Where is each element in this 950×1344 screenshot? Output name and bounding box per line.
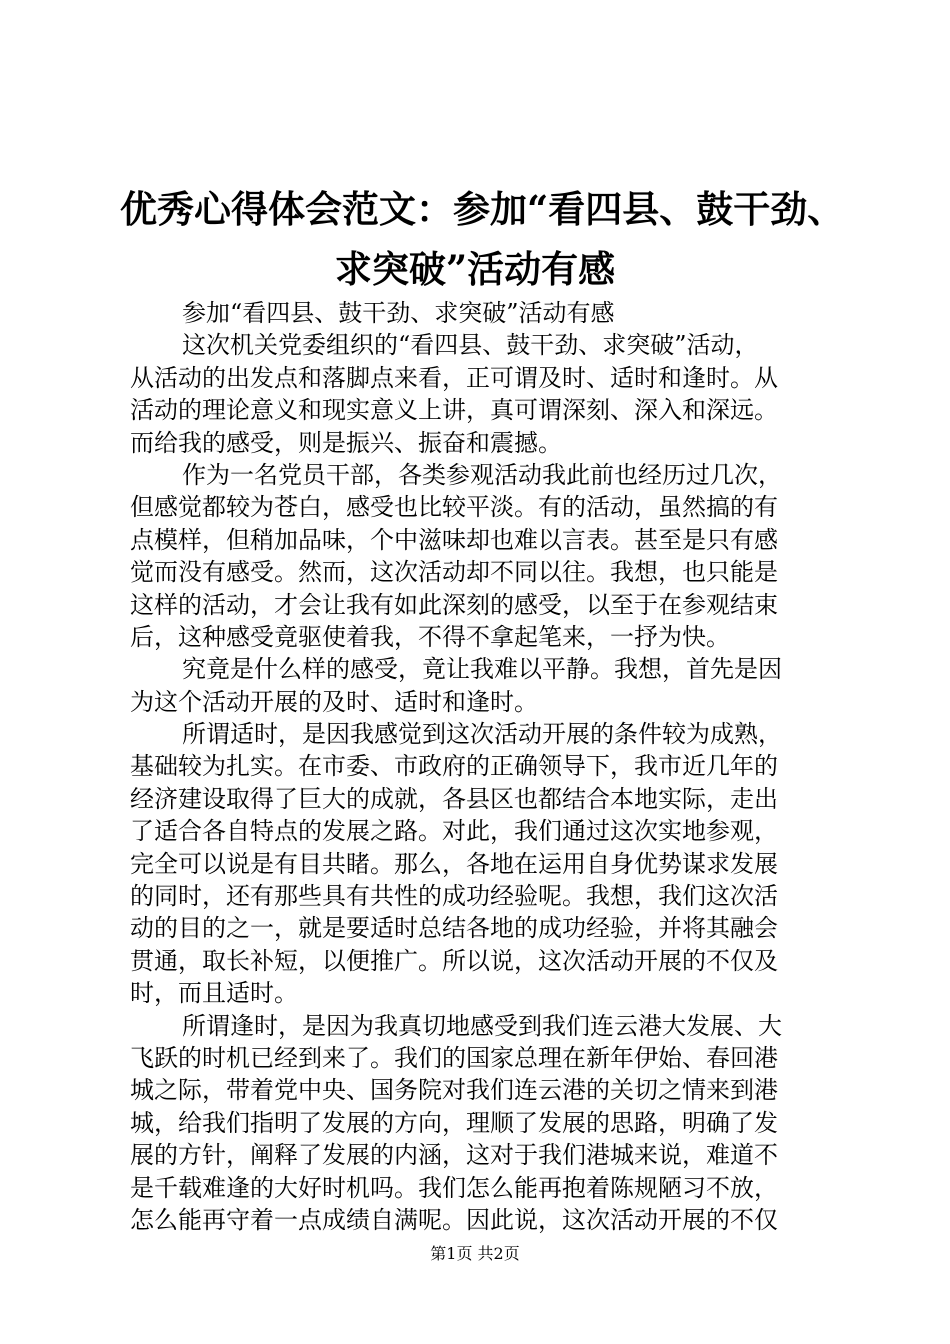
- body-line: 究竟是什么样的感受，竟让我难以平静。我想，首先是因: [182, 655, 782, 684]
- body-line: 参加“看四县、鼓干劲、求突破”活动有感: [182, 299, 615, 327]
- body-line: 动的目的之一，就是要适时总结各地的成功经验，并将其融会: [130, 914, 778, 943]
- body-line: 活动的理论意义和现实意义上讲，真可谓深刻、深入和深远。: [130, 396, 778, 425]
- body-line: 觉而没有感受。然而，这次活动却不同以往。我想，也只能是: [130, 558, 778, 587]
- document-title-line-1: 优秀心得体会范文：参加“看四县、鼓干劲、: [120, 187, 845, 231]
- body-line: 的同时，还有那些具有共性的成功经验呢。我想，我们这次活: [130, 882, 778, 911]
- body-line: 飞跃的时机已经到来了。我们的国家总理在新年伊始、春回港: [130, 1043, 778, 1072]
- body-line: 是千载难逢的大好时机吗。我们怎么能再抱着陈规陋习不放，: [130, 1173, 778, 1202]
- body-line: 所谓适时，是因我感觉到这次活动开展的条件较为成熟，: [182, 720, 782, 749]
- body-line: 了适合各自特点的发展之路。对此，我们通过这次实地参观，: [130, 817, 778, 846]
- body-line: 时，而且适时。: [130, 979, 298, 1008]
- body-line: 这次机关党委组织的“看四县、鼓干劲、求突破”活动，: [182, 331, 759, 360]
- body-line: 而给我的感受，则是振兴、振奋和震撼。: [130, 428, 562, 457]
- body-line: 点模样，但稍加品味，个中滋味却也难以言表。甚至是只有感: [130, 525, 778, 554]
- body-line: 完全可以说是有目共睹。那么，各地在运用自身优势谋求发展: [130, 849, 778, 878]
- body-line: 作为一名党员干部，各类参观活动我此前也经历过几次，: [182, 460, 782, 489]
- body-line: 基础较为扎实。在市委、市政府的正确领导下，我市近几年的: [130, 752, 778, 781]
- body-line: 经济建设取得了巨大的成就，各县区也都结合本地实际，走出: [130, 784, 778, 813]
- document-body: [130, 297, 830, 1236]
- body-line: 为这个活动开展的及时、适时和逢时。: [130, 687, 538, 716]
- body-line: 贯通，取长补短，以便推广。所以说，这次活动开展的不仅及: [130, 946, 778, 975]
- body-line: 怎么能再守着一点成绩自满呢。因此说，这次活动开展的不仅: [130, 1205, 778, 1234]
- body-line: 从活动的出发点和落脚点来看，正可谓及时、适时和逢时。从: [130, 363, 778, 392]
- body-line: 但感觉都较为苍白，感受也比较平淡。有的活动，虽然搞的有: [130, 493, 778, 522]
- document-title-line-2: 求突破”活动有感: [334, 247, 616, 291]
- body-line: 城之际，带着党中央、国务院对我们连云港的关切之情来到港: [130, 1076, 778, 1105]
- body-line: 展的方针，阐释了发展的内涵，这对于我们港城来说，难道不: [130, 1141, 778, 1170]
- body-line: 这样的活动，才会让我有如此深刻的感受，以至于在参观结束: [130, 590, 778, 619]
- body-line: 城，给我们指明了发展的方向，理顺了发展的思路，明确了发: [130, 1108, 778, 1137]
- body-line: 后，这种感受竟驱使着我，不得不拿起笔来，一抒为快。: [130, 622, 730, 651]
- body-line: 所谓逢时，是因为我真切地感受到我们连云港大发展、大: [182, 1011, 782, 1040]
- page-number-footer: 第1页 共2页: [430, 1244, 520, 1263]
